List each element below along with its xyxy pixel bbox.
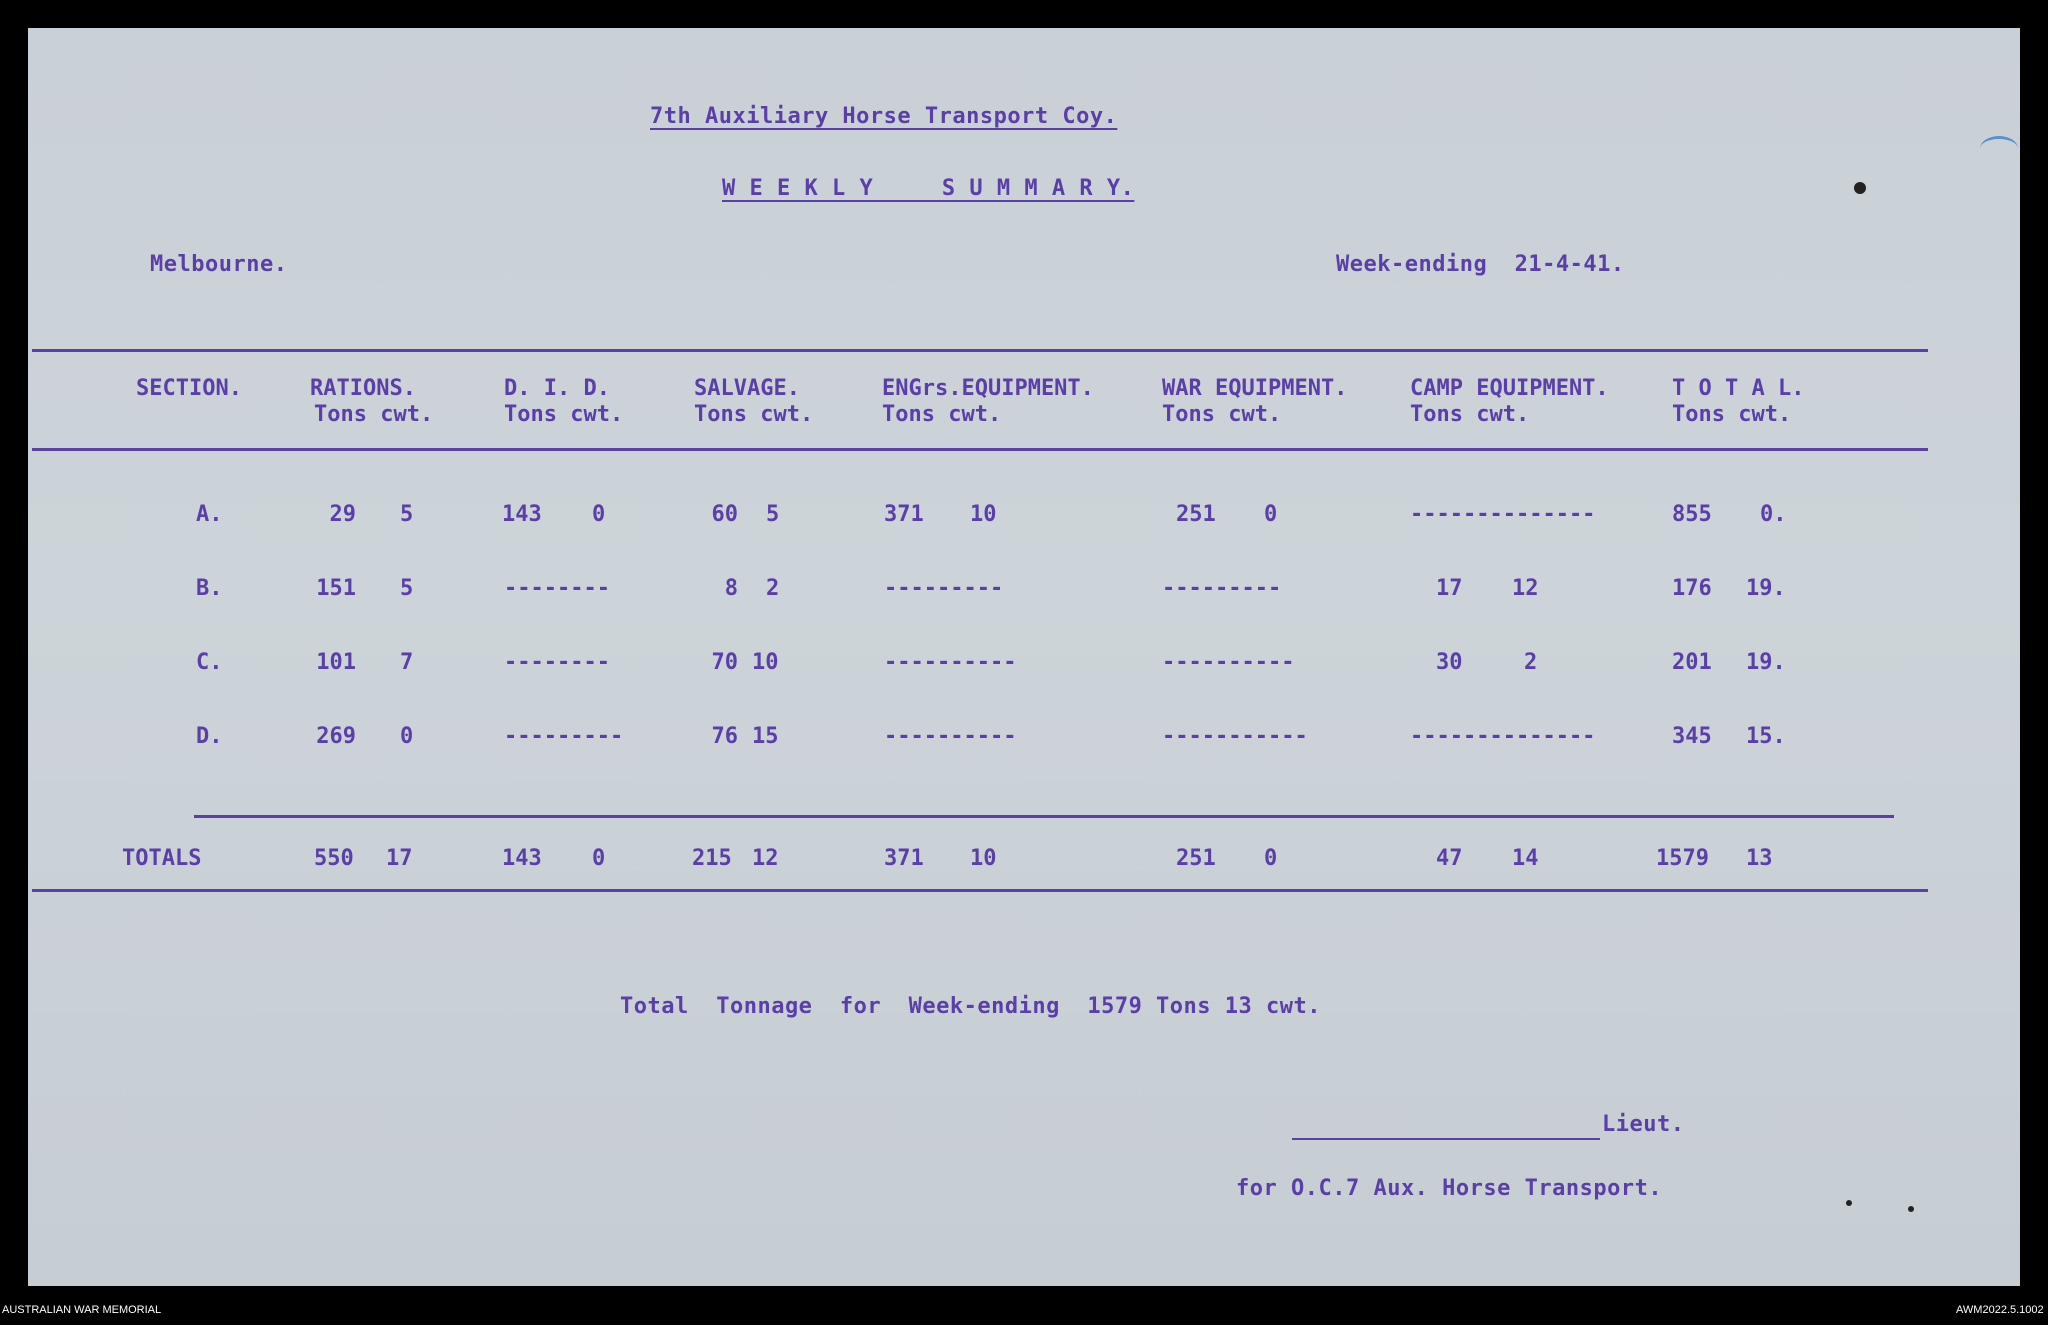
total-tons: 1579 (1656, 846, 1709, 871)
did-dash: -------- (504, 650, 610, 675)
signature-line (1292, 1138, 1600, 1140)
war-dash: ---------- (1162, 650, 1295, 675)
document-heading: W E E K L Y S U M M A R Y. (722, 176, 1135, 201)
camp-cwt: 14 (1512, 846, 1539, 871)
section-label: C. (196, 650, 223, 675)
signature-rank: Lieut. (1602, 1112, 1685, 1137)
total-cwt: 19. (1746, 576, 1786, 601)
war-dash: ----------- (1162, 724, 1308, 749)
punch-hole (1908, 1206, 1914, 1212)
salvage-cwt: 15 (752, 724, 779, 749)
camp-tons: 47 (1436, 846, 1463, 871)
total-tons: 176 (1672, 576, 1712, 601)
salvage-tons: 76 (711, 724, 738, 749)
header-bottom-rule (32, 448, 1928, 451)
archive-reference: AWM2022.5.1002 (1956, 1304, 2044, 1316)
engrs-tons: 371 (884, 846, 924, 871)
week-ending: Week-ending 21-4-41. (1336, 252, 1625, 277)
salvage-cwt: 5 (766, 502, 780, 527)
did-tons: 143 (502, 846, 542, 871)
punch-hole (1846, 1200, 1852, 1206)
table-bottom-rule (32, 889, 1928, 892)
rations-tons: 550 (314, 846, 354, 871)
unit-title: 7th Auxiliary Horse Transport Coy. (650, 104, 1118, 129)
header-salvage: SALVAGE. (694, 376, 800, 401)
engrs-cwt: 10 (970, 502, 997, 527)
header-engrs: ENGrs.EQUIPMENT. (882, 376, 1094, 401)
archive-credit: AUSTRALIAN WAR MEMORIAL (2, 1304, 162, 1316)
war-tons: 251 (1176, 846, 1216, 871)
camp-dash: -------------- (1410, 502, 1596, 527)
engrs-tons: 371 (884, 502, 924, 527)
rations-cwt: 0 (400, 724, 414, 749)
header-camp: CAMP EQUIPMENT. (1410, 376, 1609, 401)
header-salvage-units: Tons cwt. (694, 402, 814, 427)
war-dash: --------- (1162, 576, 1282, 601)
engrs-dash: ---------- (884, 650, 1017, 675)
totals-label: TOTALS (122, 846, 202, 871)
location: Melbourne. (150, 252, 288, 277)
totals-top-rule (194, 815, 1894, 818)
salvage-cwt: 12 (752, 846, 779, 871)
camp-cwt: 12 (1512, 576, 1539, 601)
section-label: D. (196, 724, 223, 749)
salvage-tons: 70 (711, 650, 738, 675)
total-tonnage-line: Total Tonnage for Week-ending 1579 Tons 13 cwt. (620, 994, 1322, 1019)
salvage-cwt: 10 (752, 650, 779, 675)
section-label: A. (196, 502, 223, 527)
camp-dash: -------------- (1410, 724, 1596, 749)
total-tons: 855 (1672, 502, 1712, 527)
header-camp-units: Tons cwt. (1410, 402, 1530, 427)
camp-tons: 17 (1436, 576, 1463, 601)
salvage-tons: 215 (692, 846, 732, 871)
total-cwt: 19. (1746, 650, 1786, 675)
engrs-dash: --------- (884, 576, 1004, 601)
total-cwt: 13 (1746, 846, 1773, 871)
rations-cwt: 17 (386, 846, 413, 871)
war-tons: 251 (1176, 502, 1216, 527)
header-section: SECTION. (136, 376, 242, 401)
did-tons: 143 (502, 502, 542, 527)
rations-tons: 151 (316, 576, 356, 601)
engrs-cwt: 10 (970, 846, 997, 871)
war-cwt: 0 (1264, 846, 1278, 871)
did-dash: -------- (504, 576, 610, 601)
header-did: D. I. D. (504, 376, 610, 401)
engrs-dash: ---------- (884, 724, 1017, 749)
salvage-cwt: 2 (766, 576, 780, 601)
header-rations-units: Tons cwt. (314, 402, 434, 427)
did-cwt: 0 (592, 846, 606, 871)
did-dash: --------- (504, 724, 624, 749)
rations-cwt: 5 (400, 576, 414, 601)
salvage-tons: 60 (711, 502, 738, 527)
camp-cwt: 2 (1524, 650, 1538, 675)
rations-tons: 29 (329, 502, 356, 527)
header-total-units: Tons cwt. (1672, 402, 1792, 427)
war-cwt: 0 (1264, 502, 1278, 527)
header-did-units: Tons cwt. (504, 402, 624, 427)
header-war: WAR EQUIPMENT. (1162, 376, 1348, 401)
punch-hole (1854, 182, 1866, 194)
rations-cwt: 5 (400, 502, 414, 527)
did-cwt: 0 (592, 502, 606, 527)
pencil-mark (1980, 136, 2018, 161)
section-label: B. (196, 576, 223, 601)
rations-tons: 269 (316, 724, 356, 749)
salvage-tons: 8 (724, 576, 738, 601)
camp-tons: 30 (1436, 650, 1463, 675)
signature-for-line: for O.C.7 Aux. Horse Transport. (1236, 1176, 1663, 1201)
table-top-rule (32, 349, 1928, 352)
total-cwt: 15. (1746, 724, 1786, 749)
total-tons: 345 (1672, 724, 1712, 749)
header-rations: RATIONS. (310, 376, 416, 401)
total-tons: 201 (1672, 650, 1712, 675)
rations-cwt: 7 (400, 650, 414, 675)
total-cwt: 0. (1760, 502, 1787, 527)
header-engrs-units: Tons cwt. (882, 402, 1002, 427)
header-total: T O T A L. (1672, 376, 1805, 401)
rations-tons: 101 (316, 650, 356, 675)
header-war-units: Tons cwt. (1162, 402, 1282, 427)
